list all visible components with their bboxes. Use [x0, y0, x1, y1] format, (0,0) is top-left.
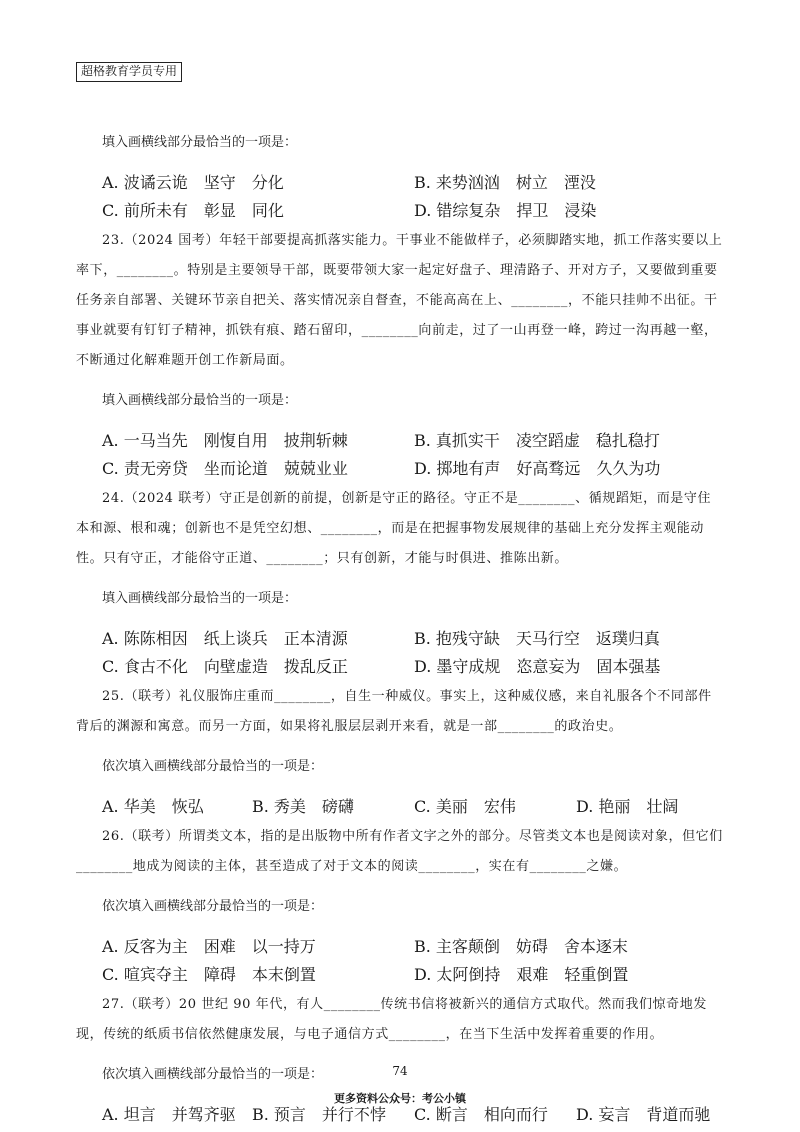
q25-prompt: 依次填入画横线部分最恰当的一项是： [102, 759, 324, 774]
exclusive-stamp: 超格教育学员专用 [76, 62, 182, 82]
q25-option-a: A. 华美 恢弘 [102, 797, 204, 816]
q27-option-d: D. 妄言 背道而驰 [576, 1105, 711, 1124]
q24-option-c: C. 食古不化 向壁虚造 拨乱反正 [102, 657, 348, 676]
q24-options-row-2 [76, 654, 724, 682]
q27-option-c: C. 断言 相向而行 [414, 1105, 548, 1124]
q27-stem: 27.（联考）20 世纪 90 年代，有人________传统书信将被新兴的通信方式取代。然而我们惊奇地发现，传统的纸质书信依然健康发展，与电子通信方式________，在当下生活中发挥着重要的作用。 [76, 997, 707, 1042]
q25-option-b: B. 秀美 磅礴 [252, 797, 354, 816]
q25-options-row [76, 794, 724, 822]
footer-note: 更多资料公众号：考公小镇 [334, 1092, 466, 1105]
q23-option-a: A. 一马当先 刚愎自用 披荆斩棘 [102, 431, 348, 450]
q23-option-b: B. 真抓实干 凌空蹈虚 稳扎稳打 [414, 431, 660, 450]
q26-options-row-1 [76, 934, 724, 962]
q22-option-c: C. 前所未有 彰显 同化 [102, 201, 284, 220]
q27-options-row [76, 1102, 724, 1130]
q26-stem: 26.（联考）所谓类文本，指的是出版物中所有作者文字之外的部分。尽管类文本也是阅读对象，但它们________地成为阅读的主体，甚至造成了对于文本的阅读________，实在有________之嫌。 [76, 829, 723, 874]
q26-option-a: A. 反客为主 困难 以一持万 [102, 937, 316, 956]
q24-option-a: A. 陈陈相因 纸上谈兵 正本清源 [102, 629, 348, 648]
page-content [76, 130, 724, 1130]
q23-prompt: 填入画横线部分最恰当的一项是： [102, 393, 298, 408]
q22-options-row-2 [76, 198, 724, 226]
q24-option-d: D. 墨守成规 恣意妄为 固本强基 [414, 657, 661, 676]
q22-options-row-1 [76, 170, 724, 198]
q26-option-d: D. 太阿倒持 艰难 轻重倒置 [414, 965, 629, 984]
q23-stem: 23.（2024 国考）年轻干部要提高抓落实能力。干事业不能做样子，必须脚踏实地，抓工作落实要以上率下，________。特别是主要领导干部，既要带领大家一起定好盘子、理清路子、开对方子，又要做到重要任务亲自部署、关键环节亲自把关、落实情况亲自督查，不能高高在上、________，不能只挂帅不出征。干事业就要有钉钉子精神，抓铁有痕、踏石留印，________向前走，过了一山再登一峰，跨过一沟再越一壑，不断通过化解难题开创工作新局面。 [76, 233, 723, 368]
q26-option-c: C. 喧宾夺主 障碍 本末倒置 [102, 965, 316, 984]
q26-prompt: 依次填入画横线部分最恰当的一项是： [102, 899, 324, 914]
q23-options-row-2 [76, 456, 724, 484]
q24-stem: 24.（2024 联考）守正是创新的前提，创新是守正的路径。守正不是________、循规蹈矩，而是守住本和源、根和魂；创新也不是凭空幻想、________，而是在把握事物发展规律的基础上充分发挥主观能动性。只有守正，才能俗守正道、________；只有创新，才能与时俱进、推陈出新。 [76, 491, 712, 566]
q27-option-a: A. 坦言 并驾齐驱 [102, 1105, 236, 1124]
q22-prompt: 填入画横线部分最恰当的一项是： [102, 135, 298, 150]
q24-option-b: B. 抱残守缺 天马行空 返璞归真 [414, 629, 660, 648]
q22-option-b: B. 来势汹汹 树立 湮没 [414, 173, 596, 192]
q22-option-d: D. 错综复杂 捍卫 浸染 [414, 201, 597, 220]
q23-option-c: C. 责无旁贷 坐而论道 兢兢业业 [102, 459, 348, 478]
page-number: 74 [392, 1064, 408, 1078]
q26-options-row-2 [76, 962, 724, 990]
q22-option-a: A. 波谲云诡 坚守 分化 [102, 173, 284, 192]
q24-options-row-1 [76, 626, 724, 654]
q27-prompt: 依次填入画横线部分最恰当的一项是： [102, 1067, 324, 1082]
q24-prompt: 填入画横线部分最恰当的一项是： [102, 591, 298, 606]
q25-stem: 25.（联考）礼仪服饰庄重而________，自生一种威仪。事实上，这种威仪感，来自礼服各个不同部件背后的渊源和寓意。而另一方面，如果将礼服层层剥开来看，就是一部________的政治史。 [76, 689, 712, 734]
q27-option-b: B. 预言 并行不悖 [252, 1105, 386, 1124]
q23-options-row-1 [76, 428, 724, 456]
q25-option-c: C. 美丽 宏伟 [414, 797, 516, 816]
q25-option-d: D. 艳丽 壮阔 [576, 797, 679, 816]
q26-option-b: B. 主客颠倒 妨碍 舍本逐末 [414, 937, 628, 956]
q23-option-d: D. 掷地有声 好高骛远 久久为功 [414, 459, 661, 478]
